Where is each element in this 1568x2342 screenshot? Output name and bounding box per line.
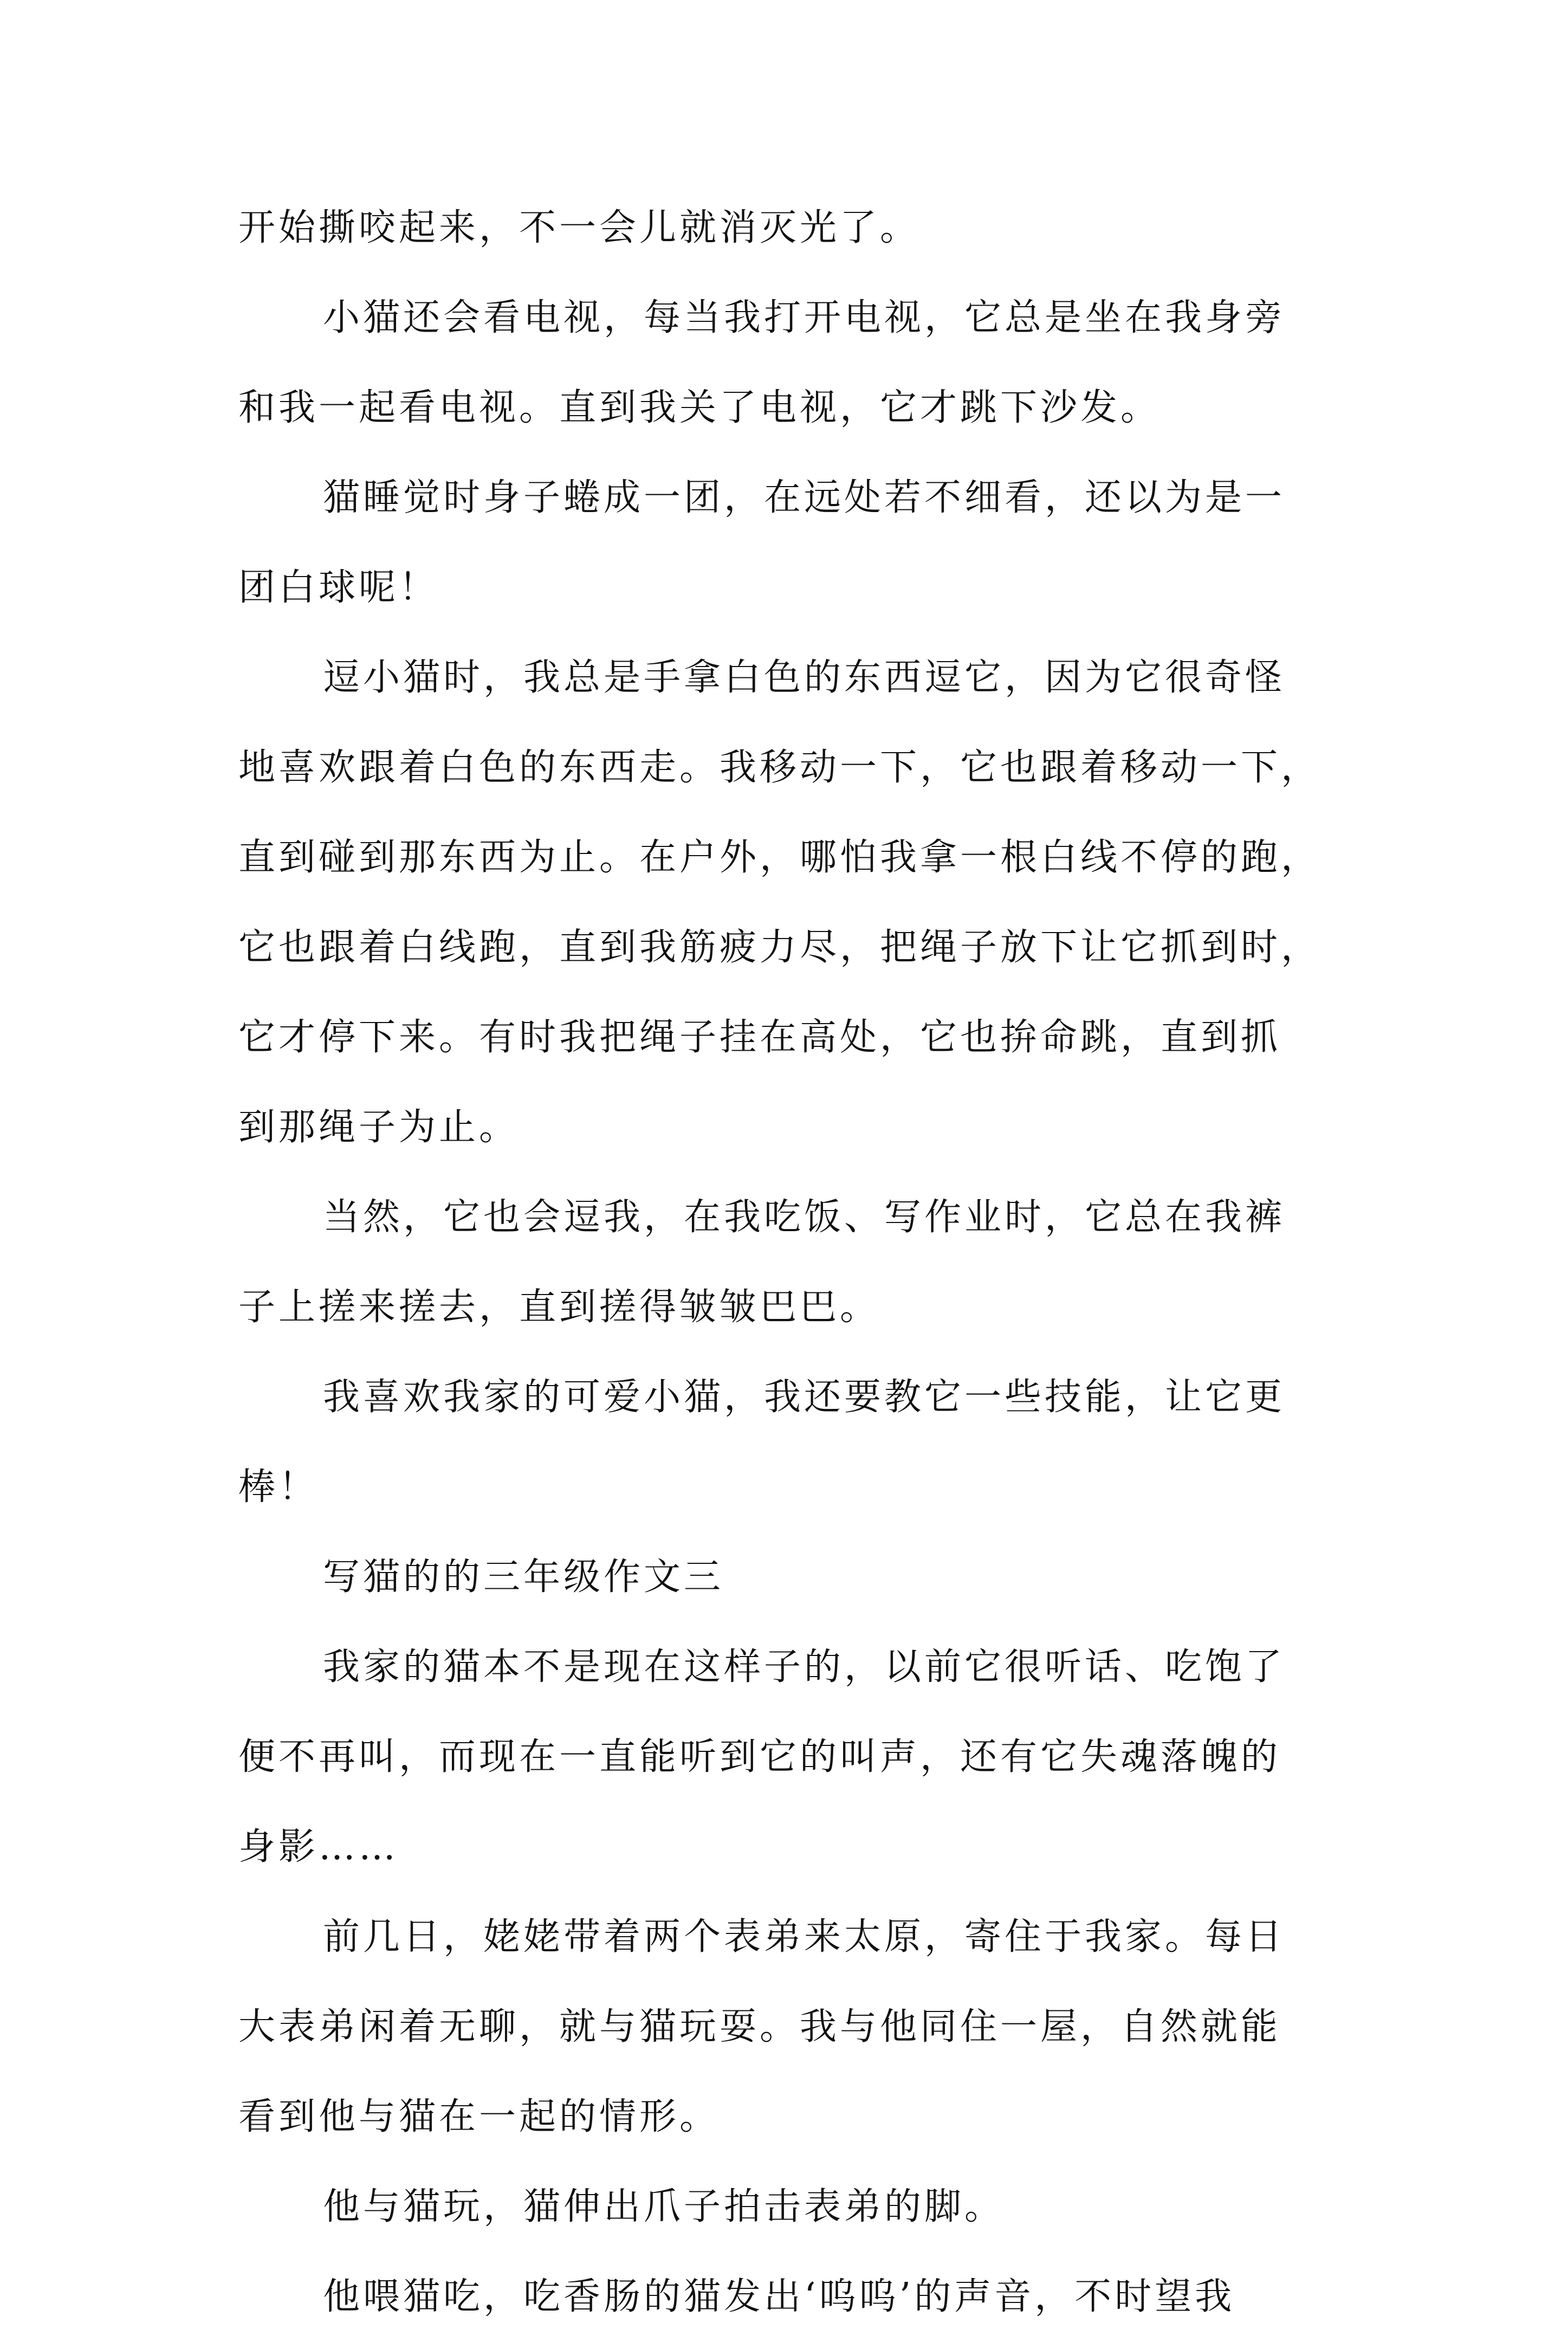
text-line: 直到碰到那东西为止。在户外，哪怕我拿一根白线不停的跑， (238, 836, 1321, 879)
text-line: 子上搓来搓去，直到搓得皱皱巴巴。 (238, 1286, 880, 1329)
text-line: 身影…… (238, 1826, 399, 1868)
text-line: 团白球呢！ (238, 566, 439, 609)
text-line: 棒！ (238, 1466, 319, 1509)
text-line: 便不再叫，而现在一直能听到它的叫声，还有它失魂落魄的 (238, 1736, 1281, 1778)
text-line: 大表弟闲着无聊，就与猫玩耍。我与他同住一屋，自然就能 (238, 2005, 1281, 2048)
text-line: 猫睡觉时身子蜷成一团，在远处若不细看，还以为是一 (323, 476, 1286, 519)
text-line: 它才停下来。有时我把绳子挂在高处，它也拚命跳，直到抓 (238, 1016, 1281, 1059)
text-line: 他与猫玩，猫伸出爪子拍击表弟的脚。 (323, 2185, 1005, 2228)
text-line: 和我一起看电视。直到我关了电视，它才跳下沙发。 (238, 386, 1161, 429)
text-line: 到那绳子为止。 (238, 1106, 520, 1149)
text-line: 前几日，姥姥带着两个表弟来太原，寄住于我家。每日 (323, 1916, 1286, 1958)
text-line: 它也跟着白线跑，直到我筋疲力尽，把绳子放下让它抓到时， (238, 926, 1321, 969)
text-line: 他喂猫吃，吃香肠的猫发出‘呜呜’的声音，不时望我 (323, 2275, 1235, 2318)
text-line: 我家的猫本不是现在这样子的，以前它很听话、吃饱了 (323, 1646, 1286, 1688)
essay-text (238, 183, 1344, 2342)
text-line: 逗小猫时，我总是手拿白色的东西逗它，因为它很奇怪 (323, 656, 1286, 699)
text-line: 小猫还会看电视，每当我打开电视，它总是坐在我身旁 (323, 296, 1286, 339)
text-line: 开始撕咬起来，不一会儿就消灭光了。 (238, 206, 921, 249)
text-line: 我喜欢我家的可爱小猫，我还要教它一些技能，让它更 (323, 1376, 1286, 1419)
text-line: 看到他与猫在一起的情形。 (238, 2095, 720, 2138)
section-heading: 写猫的的三年级作文三 (323, 1556, 724, 1599)
text-line: 当然，它也会逗我，在我吃饭、写作业时，它总在我裤 (323, 1196, 1286, 1239)
text-line: 地喜欢跟着白色的东西走。我移动一下，它也跟着移动一下， (238, 746, 1321, 789)
